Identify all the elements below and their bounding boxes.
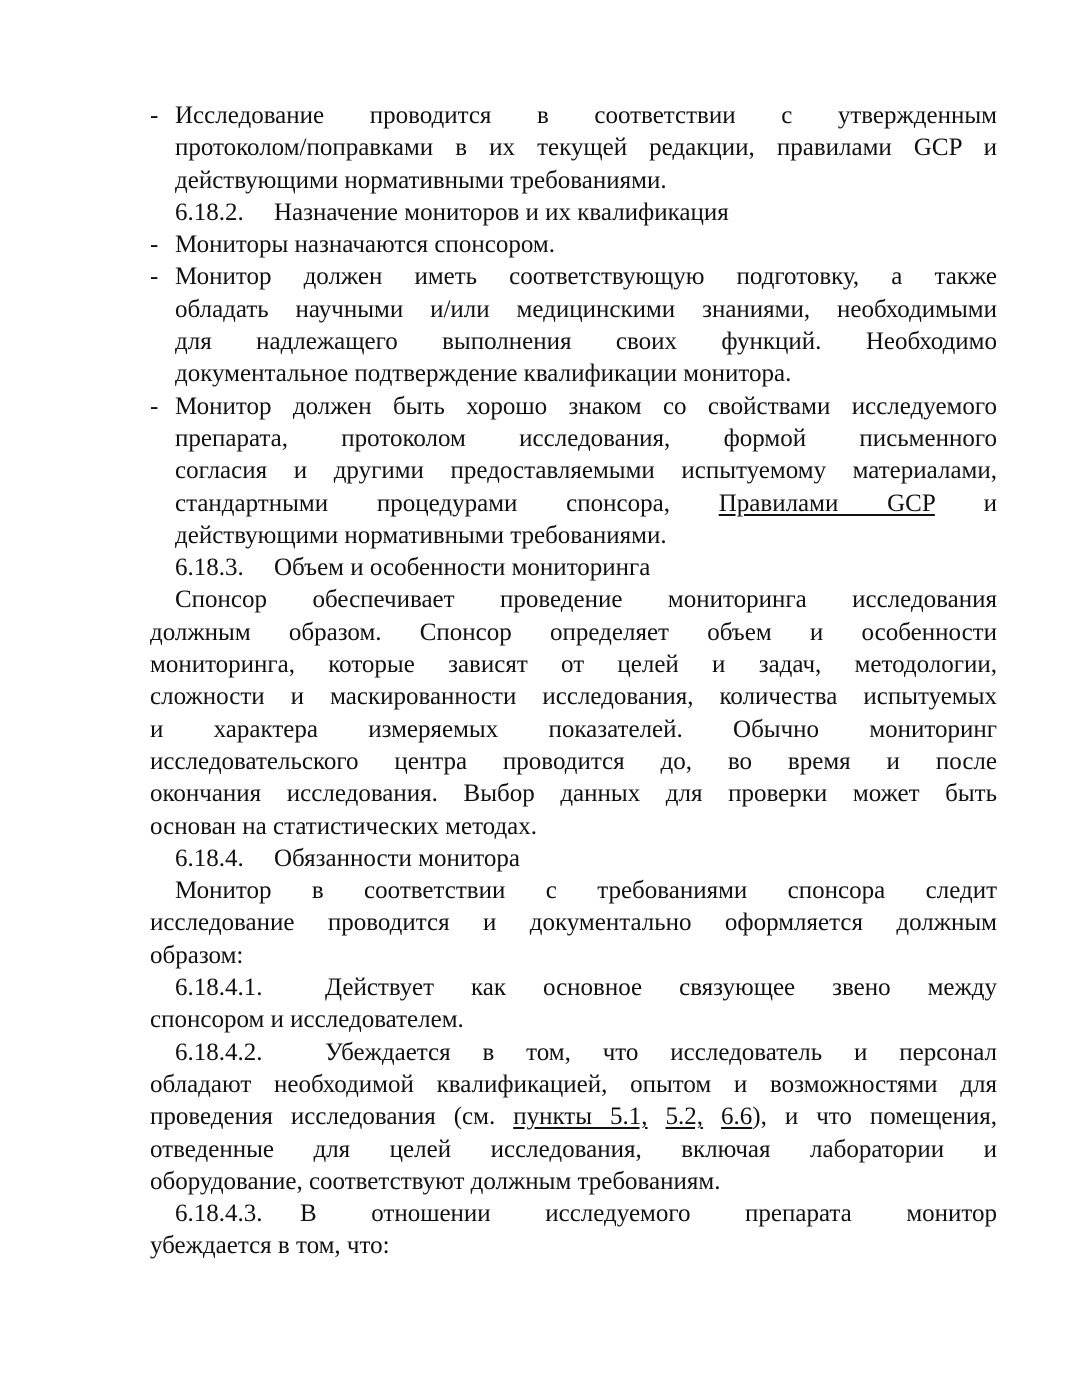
bullet-dash: - <box>150 231 159 259</box>
section-number: 6.18.2. <box>175 198 244 226</box>
paragraph-line: образом: <box>150 941 244 969</box>
gcp-rules-link[interactable]: Правилами GCP <box>718 489 935 517</box>
paragraph-line: сложности и маскированности исследования, количества испытуемых <box>150 683 997 711</box>
bullet-line: - Монитор должен быть хорошо знаком со свойствами исследуемого <box>150 391 997 423</box>
paragraph-line: отведенные для целей исследования, включая лаборатории и <box>150 1135 997 1163</box>
bullet-dash: - <box>150 392 159 420</box>
paragraph-line: проведения исследования (см. пункты 5.1, 5.2, 6.6), и что помещения, <box>150 1103 998 1131</box>
link-point-5-1[interactable]: пункты 5.1, <box>513 1103 648 1131</box>
item-number: 6.18.4.2. <box>175 1038 263 1066</box>
link-point-6-6[interactable]: 6.6 <box>721 1103 753 1131</box>
bullet-continuation: для надлежащего выполнения своих функций. Необходимо <box>175 328 997 356</box>
section-heading-6-18-3 <box>150 552 997 584</box>
bullet-continuation: действующими нормативными требованиями. <box>175 521 667 549</box>
paragraph-line: основан на статистических методах. <box>150 812 538 840</box>
item-6-18-4-2: 6.18.4.2. Убеждается в том, что исследователь и персонал <box>150 1037 997 1069</box>
item-6-18-4-3: 6.18.4.3. В отношении исследуемого препарата монитор <box>150 1198 997 1230</box>
section-heading-6-18-2 <box>150 197 997 229</box>
bullet-continuation: обладать научными и/или медицинскими знаниями, необходимыми <box>175 295 997 323</box>
paragraph-line: окончания исследования. Выбор данных для проверки может быть <box>150 780 997 808</box>
bullet-line: - Мониторы назначаются спонсором. <box>150 229 997 261</box>
section-number: 6.18.4. <box>175 844 244 872</box>
section-title: Обязанности монитора <box>274 844 520 872</box>
paragraph-line: исследовательского центра проводится до, во время и после <box>150 747 997 775</box>
item-number: 6.18.4.3. <box>175 1200 263 1228</box>
paragraph-line: оборудование, соответствуют должным требованиям. <box>150 1167 721 1195</box>
section-heading-6-18-4 <box>150 843 997 875</box>
bullet-continuation: стандартными процедурами спонсора, Правилами GCP и <box>175 489 998 517</box>
bullet-dash: - <box>150 263 159 291</box>
bullet-dash: - <box>150 102 159 129</box>
section-title: Объем и особенности мониторинга <box>274 554 651 582</box>
bullet-continuation: согласия и другими предоставляемыми испытуемому материалами, <box>175 457 997 485</box>
section-number: 6.18.3. <box>175 554 244 582</box>
paragraph-line: и характера измеряемых показателей. Обычно мониторинг <box>150 715 997 743</box>
paragraph-line: Монитор в соответствии с требованиями спонсора следит <box>175 877 997 905</box>
paragraph-line: убеждается в том, что: <box>150 1232 390 1260</box>
paragraph-line: должным образом. Спонсор определяет объем и особенности <box>150 618 997 646</box>
bullet-continuation: протоколом/поправками в их текущей редакции, правилами GCP и <box>175 134 997 162</box>
paragraph-line: мониторинга, которые зависят от целей и задач, методологии, <box>150 651 997 679</box>
item-6-18-4-1: 6.18.4.1. Действует как основное связующее звено между <box>150 972 997 1004</box>
paragraph-line: обладают необходимой квалификацией, опытом и возможностями для <box>150 1070 997 1098</box>
bullet-line: - Монитор должен иметь соответствующую подготовку, а также <box>150 261 997 293</box>
bullet-line: - Исследование проводится в соответствии с утвержденным <box>150 100 997 132</box>
paragraph-line: исследование проводится и документально оформляется должным <box>150 909 997 937</box>
paragraph-line: спонсором и исследователем. <box>150 1006 464 1034</box>
bullet-continuation: действующими нормативными требованиями. <box>175 166 667 194</box>
bullet-continuation: препарата, протоколом исследования, формой письменного <box>175 424 997 452</box>
section-title: Назначение мониторов и их квалификация <box>274 198 729 226</box>
link-point-5-2[interactable]: 5.2, <box>665 1103 704 1131</box>
paragraph-line: Спонсор обеспечивает проведение мониторинга исследования <box>175 586 997 614</box>
item-number: 6.18.4.1. <box>175 974 263 1002</box>
bullet-continuation: документальное подтверждение квалификации монитора. <box>175 360 792 388</box>
